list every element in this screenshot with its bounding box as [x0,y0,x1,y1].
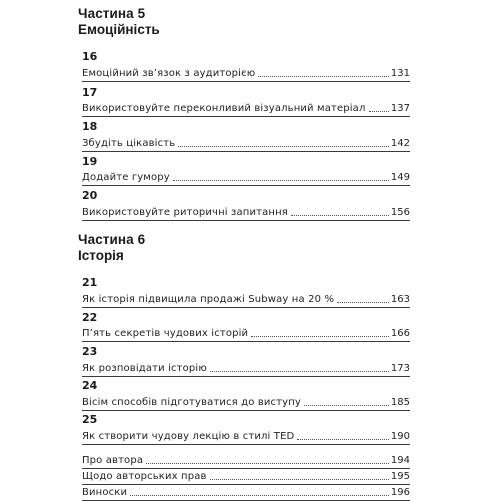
toc-entry-chapter-20[interactable] [82,205,410,221]
toc-entry-chapter-16[interactable] [82,66,410,82]
chapter-19-number: 19 [82,155,98,168]
toc-entry-title: Про автора [82,455,144,466]
chapter-20-number: 20 [82,189,98,202]
toc-entry-title: П’ять секретів чудових історій [82,328,249,339]
dot-leader [291,215,389,216]
toc-entry-title: Як історія підвищила продажі Subway на 20 % [82,294,335,305]
toc-entry-chapter-25[interactable] [82,429,410,445]
toc-entry-title: Емоційний зв’язок з аудиторією [82,68,256,79]
toc-entry-title: Вісім способів підготуватися до виступу [82,397,301,408]
toc-entry-page: 173 [390,363,410,374]
chapter-17-number: 17 [82,86,98,99]
part-6-heading: Частина 6 [78,232,146,247]
dot-leader [210,479,389,480]
toc-entry-chapter-22[interactable] [82,326,410,342]
toc-entry-copyright[interactable] [82,469,410,485]
toc-entry-about-author[interactable] [82,453,410,469]
part-6-title: Історія [78,248,124,263]
toc-entry-page: 163 [390,294,410,305]
dot-leader [178,146,389,147]
toc-entry-page: 194 [390,455,410,466]
toc-entry-page: 185 [390,397,410,408]
chapter-22-number: 22 [82,311,98,324]
chapter-21-number: 21 [82,276,98,289]
toc-entry-chapter-23[interactable] [82,361,410,377]
part-5-heading: Частина 5 [78,6,146,21]
toc-entry-chapter-24[interactable] [82,395,410,411]
toc-entry-chapter-19[interactable] [82,170,410,186]
toc-entry-page: 190 [390,431,410,442]
toc-entry-title: Додайте гумору [82,172,170,183]
table-of-contents [78,0,411,500]
dot-leader [210,371,389,372]
dot-leader [337,302,389,303]
toc-entry-page: 149 [390,172,410,183]
chapter-18-number: 18 [82,120,98,133]
toc-entry-chapter-21[interactable] [82,292,410,308]
chapter-23-number: 23 [82,345,98,358]
dot-leader [297,439,389,440]
toc-entry-chapter-17[interactable] [82,101,410,117]
dot-leader [369,111,389,112]
toc-entry-page: 196 [390,487,410,498]
toc-entry-chapter-18[interactable] [82,136,410,152]
chapter-16-number: 16 [82,50,98,63]
part-6-header [78,232,411,264]
dot-leader [173,180,389,181]
toc-entry-title: Як розповідати історію [82,363,207,374]
toc-entry-title: Як створити чудову лекцію в стилі TED [82,431,295,442]
chapter-25-number: 25 [82,413,98,426]
toc-entry-page: 195 [390,471,410,482]
toc-entry-title: Використовуйте переконливий візуальний матеріал [82,103,366,114]
toc-entry-notes[interactable] [82,485,410,501]
dot-leader [130,495,389,496]
dot-leader [146,463,389,464]
chapter-24-number: 24 [82,379,98,392]
toc-entry-page: 131 [390,68,410,79]
part-5-header [78,6,411,38]
part-5-title: Емоційність [78,22,160,37]
toc-entry-title: Використовуйте риторичні запитання [82,207,288,218]
dot-leader [258,76,389,77]
toc-entry-page: 137 [390,103,410,114]
dot-leader [251,336,389,337]
toc-entry-title: Виноски [82,487,128,498]
toc-entry-page: 142 [390,138,410,149]
toc-entry-page: 166 [390,328,410,339]
toc-entry-title: Щодо авторських прав [82,471,207,482]
toc-entry-page: 156 [390,207,410,218]
dot-leader [304,405,389,406]
toc-entry-title: Збудіть цікавість [82,138,176,149]
